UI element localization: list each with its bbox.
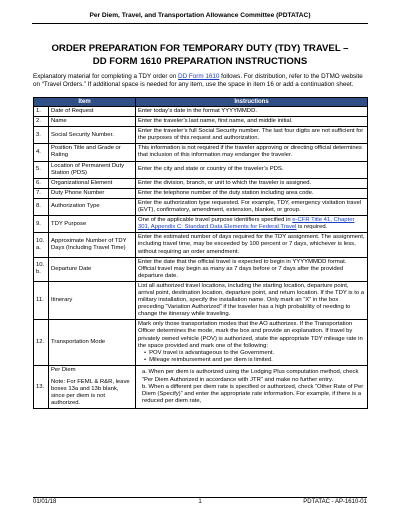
table-row	[34, 257, 368, 281]
row-number: 4.	[34, 144, 49, 161]
row-number: 3.	[34, 127, 49, 144]
row-instructions: This information is not required if the traveler approving or directing official determines that inclusion of this information may endanger the traveler.	[136, 144, 368, 161]
row-item: TDY Purpose	[49, 216, 136, 233]
row-instructions: Enter the estimated number of days required for the TDY assignment. The assignment, including travel time, may be exceeded by 100 percent or 7 days, whichever is less, without requiring an order amendment.	[136, 233, 368, 257]
row-item: Authorization Type	[49, 198, 136, 215]
row-number: 2.	[34, 117, 49, 127]
row-item	[49, 365, 136, 408]
title-line-2: DD FORM 1610 PREPARATION INSTRUCTIONS	[92, 55, 308, 67]
row-item: Position Title and Grade or Rating	[49, 144, 136, 161]
footer-date: 01/01/18	[33, 499, 57, 505]
row-item: Date of Request	[49, 107, 136, 117]
table-row	[34, 144, 368, 161]
per-diem-instruction-a: a. When per diem is authorized using the Lodging Plus computation method, check “Per Diem Authorized in accordance with JTR” and make no further entry.	[142, 369, 359, 383]
per-diem-label: Per Diem	[51, 366, 76, 373]
row-number: 7.	[34, 188, 49, 198]
column-header-instructions: Instructions	[136, 98, 368, 107]
row-instructions: Enter the authorization type requested. For example, TDY, emergency visitation travel (EVT), confirmatory, amendment, extension, blanket, or group.	[136, 198, 368, 215]
row-item: Name	[49, 117, 136, 127]
intro-paragraph	[33, 73, 367, 89]
row-instructions	[136, 365, 368, 408]
table-row	[34, 107, 368, 117]
table-row	[34, 188, 368, 198]
footer-rule	[33, 497, 367, 498]
table-row	[34, 233, 368, 257]
header-rule	[32, 23, 368, 24]
row-number: 10. b.	[34, 257, 49, 281]
table-row	[34, 281, 368, 319]
row-item: Duty Phone Number	[49, 188, 136, 198]
row-number: 11.	[34, 281, 49, 319]
row-item: Social Security Number.	[49, 127, 136, 144]
instructions-table	[33, 97, 368, 409]
row-instructions	[136, 320, 368, 366]
table-row	[34, 198, 368, 215]
table-row	[34, 161, 368, 178]
row-instructions: Enter the date that the official travel is expected to begin in YYYYMMDD format. Official travel may begin as many as 7 days before or 7 days after the provided departure date.	[136, 257, 368, 281]
row-number: 13.	[34, 365, 49, 408]
row-number: 9.	[34, 216, 49, 233]
row-instructions: List all authorized travel locations, including the starting location, departure point, arrival point, destination location, departure point, and return location. If the TDY is to a military installation, specify the installation name. Only mark an “X” in the box preceding “Variation Authorized” if the traveler has a high probability of needing to change the itinerary while traveling.	[136, 281, 368, 319]
running-footer	[33, 499, 367, 507]
row-number: 6.	[34, 178, 49, 188]
row-instructions: Enter the traveler’s last name, first name, and middle initial.	[136, 117, 368, 127]
footer-document-id: PDTATAC - AP-1610-01	[303, 499, 367, 505]
transportation-mode-bullets	[138, 350, 365, 364]
row-number: 12.	[34, 320, 49, 366]
table-row	[34, 216, 368, 233]
row-instructions	[136, 216, 368, 233]
table-row	[34, 365, 368, 408]
bullet-item: • POV travel is advantageous to the Government.	[144, 350, 365, 357]
table-row	[34, 117, 368, 127]
per-diem-instruction-b: b. When a different per diem rate is specified or authorized, check “Other Rate of Per Diem (Specify)” and enter the appropriate rate information. For example, if there is a reduced per diem rate,	[142, 383, 364, 404]
row-instructions: Enter the division, branch, or unit to which the traveler is assigned.	[136, 178, 368, 188]
row-item: Location of Permanent Duty Station (PDS)	[49, 161, 136, 178]
row-number: 5.	[34, 161, 49, 178]
table-row	[34, 178, 368, 188]
row-number: 1.	[34, 107, 49, 117]
table-header-row	[34, 98, 368, 107]
table-row	[34, 127, 368, 144]
per-diem-note: Note: For FEML & R&R, leave boxes 13a and 13b blank, since per diem is not authorized.	[51, 379, 130, 407]
row-instructions: Enter the traveler’s full Social Security number. The last four digits are not sufficient for the purposes of this request and authorization.	[136, 127, 368, 144]
row-number: 8.	[34, 198, 49, 215]
bullet-item: • Mileage reimbursement and per diem is limited.	[144, 357, 365, 364]
transportation-mode-text: Mark only those transportation modes that the AO authorizes. If the Transportation Officer determines the mode, mark the box and provide an explanation. If travel by privately owned vehicle (POV) is authorized, state the appropriate TDY mileage rate in the space provided and mark one of the following:	[138, 321, 363, 349]
column-header-item: Item	[34, 98, 136, 107]
row-instructions: Enter the telephone number of the duty station including area code.	[136, 188, 368, 198]
row-item: Organizational Element	[49, 178, 136, 188]
row-instructions: Enter the city and state or country of the traveler’s PDS.	[136, 161, 368, 178]
title-line-1: ORDER PREPARATION FOR TEMPORARY DUTY (TDY) TRAVEL –	[51, 43, 349, 54]
row-number: 10. a.	[34, 233, 49, 257]
row-item: Departure Date	[49, 257, 136, 281]
row-item: Itinerary	[49, 281, 136, 319]
row-item: Transportation Mode	[49, 320, 136, 366]
intro-text-1: Explanatory material for completing a TDY order on	[33, 73, 179, 80]
running-header: Per Diem, Travel, and Transportation Allowance Committee (PDTATAC)	[89, 12, 311, 19]
dd-form-1610-link[interactable]: DD Form 1610	[178, 73, 220, 80]
table-row	[34, 320, 368, 366]
row-item: Approximate Number of TDY Days (Including Travel Time)	[49, 233, 136, 257]
document-title	[20, 43, 380, 68]
tdy-purpose-text-2: is required.	[296, 224, 328, 231]
e-cfr-appendix-c-link[interactable]: e-CFR Title 41, Chapter 301, Appendix C: Standard Data Elements for Federal Travel	[138, 217, 355, 231]
intro-text-2: follows. For distribution, refer to the DTMO website on “Travel Orders.” If additional space is needed for any item, use the space in item 16 or add a continuation sheet.	[33, 73, 363, 88]
row-instructions: Enter today’s date in the format YYYYMMDD.	[136, 107, 368, 117]
footer-page-number: 1	[198, 499, 202, 505]
tdy-purpose-text-1: One of the applicable travel purpose identifiers specified in	[138, 217, 293, 224]
